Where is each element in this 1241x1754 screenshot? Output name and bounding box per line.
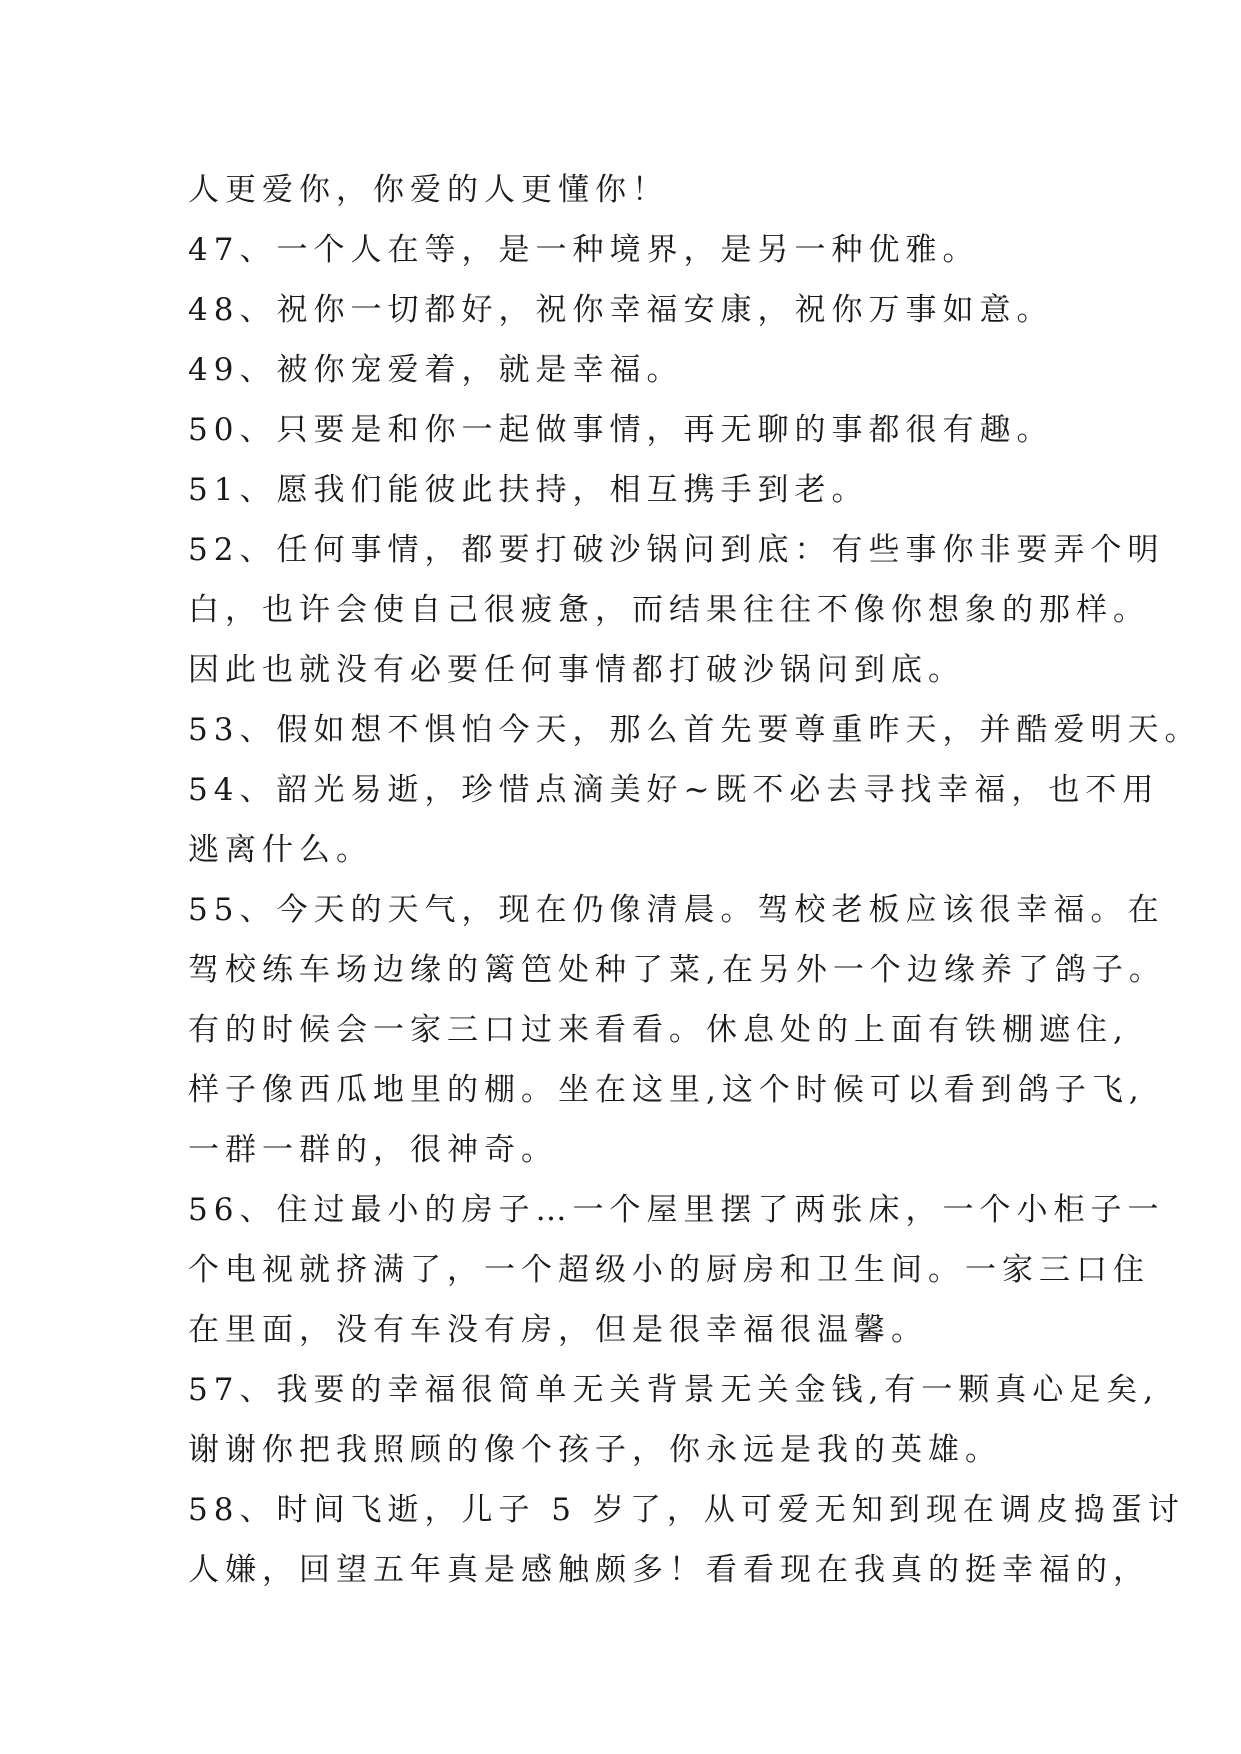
text-line: 一群一群的，很神奇。 bbox=[188, 1132, 558, 1168]
text-line: 在里面，没有车没有房，但是很幸福很温馨。 bbox=[188, 1312, 928, 1348]
text-line: 因此也就没有必要任何事情都打破沙锅问到底。 bbox=[188, 652, 965, 688]
text-line: 52、任何事情，都要打破沙锅问到底：有些事你非要弄个明 bbox=[188, 532, 1165, 568]
text-line: 48、祝你一切都好，祝你幸福安康，祝你万事如意。 bbox=[188, 292, 1054, 328]
text-line: 49、被你宠爱着，就是幸福。 bbox=[188, 352, 684, 388]
text-line: 样子像西瓜地里的棚。坐在这里,这个时候可以看到鸽子飞, bbox=[188, 1072, 1145, 1108]
document-body bbox=[188, 160, 1202, 1600]
text-line: 53、假如想不惧怕今天，那么首先要尊重昨天，并酷爱明天。 bbox=[188, 712, 1202, 748]
text-line: 谢谢你把我照顾的像个孩子，你永远是我的英雄。 bbox=[188, 1432, 1002, 1468]
text-line: 50、只要是和你一起做事情，再无聊的事都很有趣。 bbox=[188, 412, 1054, 448]
text-line: 人嫌，回望五年真是感触颇多！看看现在我真的挺幸福的， bbox=[188, 1552, 1150, 1588]
text-line: 57、我要的幸福很简单无关背景无关金钱,有一颗真心足矣, bbox=[188, 1372, 1160, 1408]
text-line: 白，也许会使自己很疲惫，而结果往往不像你想象的那样。 bbox=[188, 592, 1150, 628]
text-line: 个电视就挤满了，一个超级小的厨房和卫生间。一家三口住 bbox=[188, 1252, 1150, 1288]
text-line: 47、一个人在等，是一种境界，是另一种优雅。 bbox=[188, 232, 980, 268]
text-line: 驾校练车场边缘的篱笆处种了菜,在另外一个边缘养了鸽子。 bbox=[188, 952, 1166, 988]
text-line: 51、愿我们能彼此扶持，相互携手到老。 bbox=[188, 472, 869, 508]
text-line: 逃离什么。 bbox=[188, 832, 373, 868]
text-line: 有的时候会一家三口过来看看。休息处的上面有铁棚遮住, bbox=[188, 1012, 1129, 1048]
text-line: 人更爱你，你爱的人更懂你！ bbox=[188, 172, 669, 208]
text-line: 55、今天的天气，现在仍像清晨。驾校老板应该很幸福。在 bbox=[188, 892, 1165, 928]
text-line: 58、时间飞逝，儿子 5 岁了，从可爱无知到现在调皮捣蛋讨 bbox=[188, 1492, 1185, 1528]
text-line: 54、韶光易逝，珍惜点滴美好~既不必去寻找幸福，也不用 bbox=[188, 772, 1160, 808]
text-line: 56、住过最小的房子…一个屋里摆了两张床，一个小柜子一 bbox=[188, 1192, 1165, 1228]
